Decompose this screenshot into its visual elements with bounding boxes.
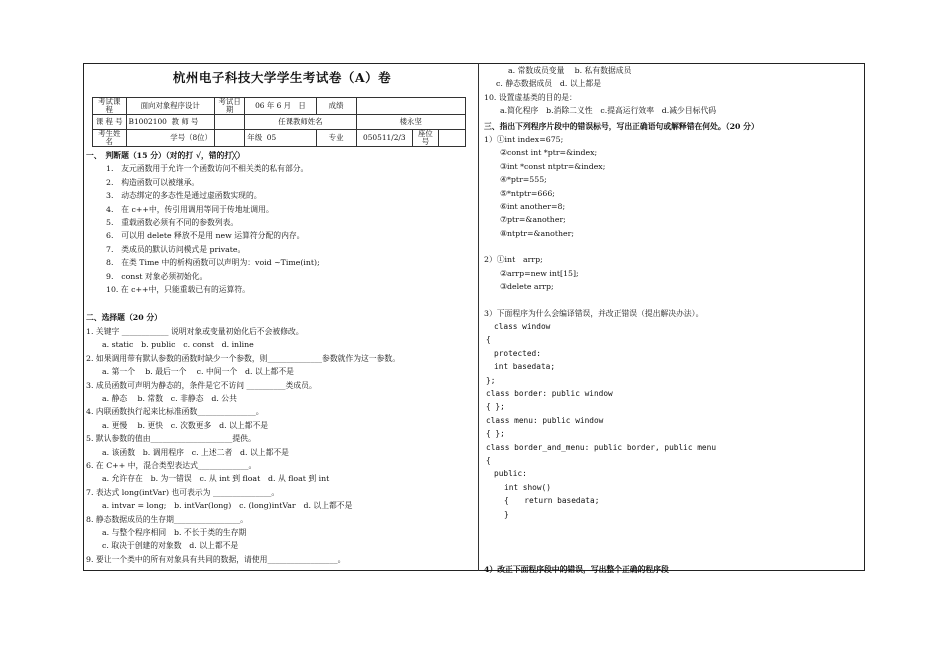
code-line: { [486, 335, 491, 345]
program1-line: ⑦ptr=&another; [500, 215, 566, 225]
code-line: { }; [486, 402, 505, 412]
date-value: 06 年 6 月 日 [245, 98, 316, 115]
choice-question: 5. 默认参数的值由_____________________提供。 [86, 434, 256, 444]
student-no-label: 学号（8位） [126, 130, 214, 147]
program1-line: ⑥int another=8; [500, 202, 566, 212]
judge-item: 2. 构造函数可以被继承。 [106, 177, 200, 187]
program1-line: ⑧ntptr=&another; [500, 228, 574, 238]
major-value: 050511/2/3 [356, 130, 413, 147]
judge-item: 4. 在 c++中，传引用调用等同于传地址调用。 [106, 204, 274, 214]
code-line: { }; [486, 429, 505, 439]
choice-question: 9. 要让一个类中的所有对象具有共同的数据，请使用__________________。 [86, 554, 346, 564]
choice-question: 1. 关键字 ____________ 说明对象或变量初始化后不会被修改。 [86, 326, 304, 336]
code-line: { [486, 455, 491, 465]
program2-line: ②arrp=new int[15]; [500, 268, 579, 278]
course-value: 面向对象程序设计 [126, 98, 214, 115]
judge-item: 6. 可以用 delete 释放不是用 new 运算符分配的内存。 [106, 231, 305, 241]
exam-info-table [92, 97, 466, 147]
choice-options: c. 静态数据成员 d. 以上都是 [496, 79, 602, 89]
student-name-label: 考生姓名 [93, 130, 127, 147]
choice-options: a.简化程序 b.消除二义性 c.提高运行效率 d.减少目标代码 [500, 106, 717, 116]
section3-heading: 三、指出下列程序片段中的错误标号，写出正确语句或解释错在何处。（20 分） [484, 121, 759, 131]
program3-heading: 3）下面程序为什么会编译错误，并改正错误（提出解决办法）。 [484, 308, 704, 318]
seat-label: 座位号 [413, 130, 439, 147]
choice-question: 3. 成员函数可声明为静态的，条件是它不访问 __________类成员。 [86, 380, 317, 390]
seat-cell[interactable] [438, 130, 465, 147]
score-cell[interactable] [356, 98, 466, 115]
choice-options: c. 取决于创建的对象数 d. 以上都不是 [102, 541, 239, 551]
code-line: class border_and_menu: public border, public menu [486, 442, 717, 452]
teacher-name-label: 任课教师姓名 [245, 115, 356, 130]
choice-question: 8. 静态数据成员的生存期_________________。 [86, 514, 248, 524]
choice-question: 4. 内联函数执行起来比标准函数_______________。 [86, 407, 264, 417]
choice-question: 10. 设置虚基类的目的是： [484, 92, 577, 102]
section2-heading: 二、选择题（20 分） [86, 313, 162, 323]
code-line: int basedata; [494, 362, 556, 372]
choice-options: a. 该函数 b. 调用程序 c. 上述二者 d. 以上都不是 [102, 447, 289, 457]
code-line: } [504, 509, 509, 519]
choice-options: a. intvar = long; b. intVar(long) c. (long)intVar d. 以上都不是 [102, 501, 353, 511]
teacher-name-value: 楼永坚 [356, 115, 466, 130]
judge-item: 8. 在类 Time 中的析构函数可以声明为：void ~Time(int); [106, 258, 320, 268]
date-label: 考试日期 [214, 98, 244, 115]
judge-item: 7. 类成员的默认访问模式是 private。 [106, 244, 246, 254]
left-column [86, 64, 478, 566]
column-divider [478, 63, 479, 571]
code-label: 课 程 号 [93, 115, 127, 130]
program1-line: ④*ptr=555; [500, 175, 547, 185]
major-label: 专业 [316, 130, 356, 147]
program1-line: ⑤*ntptr=666; [500, 188, 555, 198]
choice-options: a. 允许存在 b. 为一错误 c. 从 int 到 float d. 从 float 到 int [102, 474, 330, 484]
grade-cell: 年级 05 [245, 130, 316, 147]
choice-options: a. 静态 b. 常数 c. 非静态 d. 公共 [102, 393, 237, 403]
section1-heading: 一、 判断题（15 分）（对的打 √，错的打╳） [86, 151, 245, 160]
judge-item: 5. 重载函数必须有不同的参数列表。 [106, 218, 239, 228]
code-value: B1002100 教 师 号 [126, 115, 214, 130]
choice-options: a. 常数成员变量 b. 私有数据成员 [508, 66, 632, 75]
choice-options: a. 更慢 b. 更快 c. 次数更多 d. 以上都不是 [102, 420, 269, 430]
choice-question: 7. 表达式 long(intVar) 也可表示为 _______________。 [86, 487, 280, 497]
code-line: }; [486, 375, 496, 385]
program4-heading: 4）改正下面程序段中的错误，写出整个正确的程序段 [484, 565, 669, 574]
student-no-cell[interactable] [214, 130, 244, 147]
choice-options: a. 与整个程序相同 b. 不长于类的生存期 [102, 527, 247, 537]
choice-options: a. 第一个 b. 最后一个 c. 中间一个 d. 以上都不是 [102, 367, 294, 377]
teacher-no-cell[interactable] [214, 115, 244, 130]
program2-line: ③delete arrp; [500, 282, 554, 292]
score-label: 成绩 [316, 98, 356, 115]
judge-item: 1. 友元函数用于允许一个函数访问不相关类的私有部分。 [106, 164, 309, 174]
program1-line: ②const int *ptr=&index; [500, 148, 598, 158]
code-line: class border: public window [486, 388, 613, 398]
exam-title: 杭州电子科技大学学生考试卷（A）卷 [172, 70, 392, 85]
choice-question: 2. 如果调用带有默认参数的函数时缺少一个参数，则______________参数就作为这一参数。 [86, 353, 400, 363]
program1-line: ③int *const ntptr=&index; [500, 161, 606, 171]
choice-options: a. static b. public c. const d. inline [102, 340, 254, 350]
judge-item: 3. 动态绑定的多态性是通过虚函数实现的。 [106, 191, 262, 201]
judge-item: 10. 在 c++中，只能重载已有的运算符。 [106, 285, 250, 295]
code-line: class menu: public window [486, 415, 604, 425]
course-label: 考试课程 [93, 98, 127, 115]
code-line: class window [494, 321, 551, 331]
choice-question: 6. 在 C++ 中，混合类型表达式_____________。 [86, 460, 257, 470]
code-line: protected: [494, 348, 541, 358]
code-line: { return basedata; [504, 496, 600, 506]
code-line: int show() [504, 482, 551, 492]
program1-line: 1）①int index=675; [484, 135, 564, 145]
exam-sheet [83, 63, 865, 574]
right-column [484, 64, 862, 576]
code-line: public: [494, 469, 527, 479]
program2-line: 2）①int arrp; [484, 255, 543, 265]
judge-item: 9. const 对象必须初始化。 [106, 271, 208, 281]
